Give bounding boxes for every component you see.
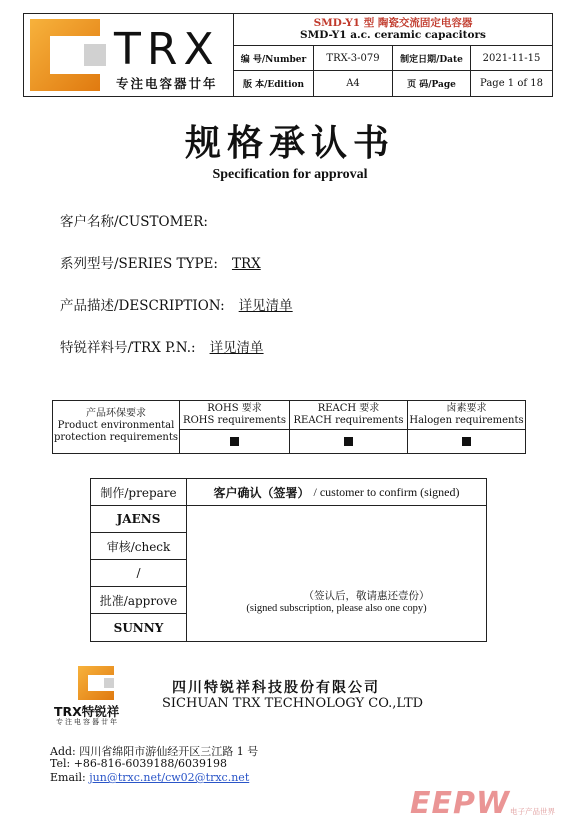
approve-name: SUNNY [91,614,187,641]
email-line [50,771,249,784]
tel-label: Tel: [50,757,71,770]
company-name-en: SICHUAN TRX TECHNOLOGY CO.,LTD [162,696,424,711]
env-header-en2: protection requirements [53,432,179,443]
env-header-en1: Product environmental [57,420,175,431]
pn-value: 详见清单 [209,340,264,356]
number-value: TRX-3-079 [314,46,393,71]
header-title-cn: SMD-Y1 型 陶瓷交流固定电容器 [313,17,473,29]
env-header-cn: 产品环保要求 [86,408,146,419]
address-label: Add: [50,745,76,758]
header-title-en: SMD-Y1 a.c. ceramic capacitors [300,29,486,41]
check-label: 审核/check [91,533,187,560]
eepw-watermark [410,786,575,822]
prepare-label: 制作/prepare [91,479,187,506]
header-info [234,14,552,96]
reach-filled-square-icon [344,437,353,446]
email-link[interactable]: jun@trxc.net/cw02@trxc.net [89,771,250,784]
edition-value: A4 [314,71,393,96]
trx-logo [24,14,234,96]
address-value: 四川省绵阳市游仙经开区三江路 1 号 [79,745,259,758]
approve-label: 批准/approve [91,587,187,614]
reach-cn: REACH 要求 [317,403,380,414]
series-label: 系列型号/SERIES TYPE: [60,256,218,272]
halogen-en: Halogen requirements [409,415,524,426]
company-name-cn: 四川特锐祥科技股份有限公司 [172,680,380,696]
footer-logo-graphic [78,666,118,700]
environment-requirements-table [52,400,526,454]
note-cn: （签认后，敬请惠还壹份） [303,590,430,602]
footer-logo-text: TRX特锐祥 [54,704,120,719]
rohs-header [180,401,290,430]
pn-label: 特锐祥料号/TRX P.N.: [60,340,196,356]
rohs-en: ROHS requirements [183,415,286,426]
rohs-cn: ROHS 要求 [207,403,262,414]
footer-logo-slogan: 专注电容器廿年 [56,718,119,726]
date-label: 制定日期/Date [393,46,471,71]
brand-text: TRX [114,24,220,75]
rohs-checkbox-cell [180,430,290,453]
footer-logo [50,662,150,724]
halogen-header [408,401,525,430]
header-info-grid [234,45,552,97]
tel-line [50,757,227,770]
customer-label: 客户名称/CUSTOMER: [60,214,208,230]
note-en: (signed subscription, please also one copy) [246,603,427,614]
pn-field [60,336,264,356]
brand-slogan: 专注电容器廿年 [116,76,218,91]
approval-table [90,478,487,642]
reach-en: REACH requirements [293,415,404,426]
watermark-cn: 电子产品世界 [510,807,555,816]
rohs-filled-square-icon [230,437,239,446]
number-label: 编 号/Number [234,46,314,71]
customer-confirm-cn: 客户确认（签署） [213,485,310,500]
customer-confirm-en: / customer to confirm (signed) [313,484,460,499]
halogen-checkbox-cell [408,430,525,453]
tel-value: +86-816-6039188/6039198 [73,757,228,770]
check-name: / [91,560,187,587]
reach-header [290,401,408,430]
date-value: 2021-11-15 [471,46,552,71]
customer-field [60,210,222,230]
document-title-en: Specification for approval [212,167,368,182]
customer-confirm-header [187,479,486,506]
watermark-text: EEPW [410,786,511,821]
customer-confirm-note [187,588,486,614]
description-label: 产品描述/DESCRIPTION: [60,298,225,314]
description-field [60,294,293,314]
page-label: 页 码/Page [393,71,471,96]
document-header [23,13,553,97]
page-value: Page 1 of 18 [480,78,543,89]
prepare-name: JAENS [91,506,187,533]
series-field [60,252,261,272]
document-title-cn: 规格承认书 [184,122,395,164]
description-value: 详见清单 [238,298,293,314]
env-header-cell [53,401,180,453]
halogen-filled-square-icon [462,437,471,446]
edition-label: 版 本/Edition [234,71,314,96]
series-value: TRX [231,256,261,272]
reach-checkbox-cell [290,430,408,453]
halogen-cn: 卤素要求 [446,403,487,414]
email-label: Email: [50,771,86,784]
